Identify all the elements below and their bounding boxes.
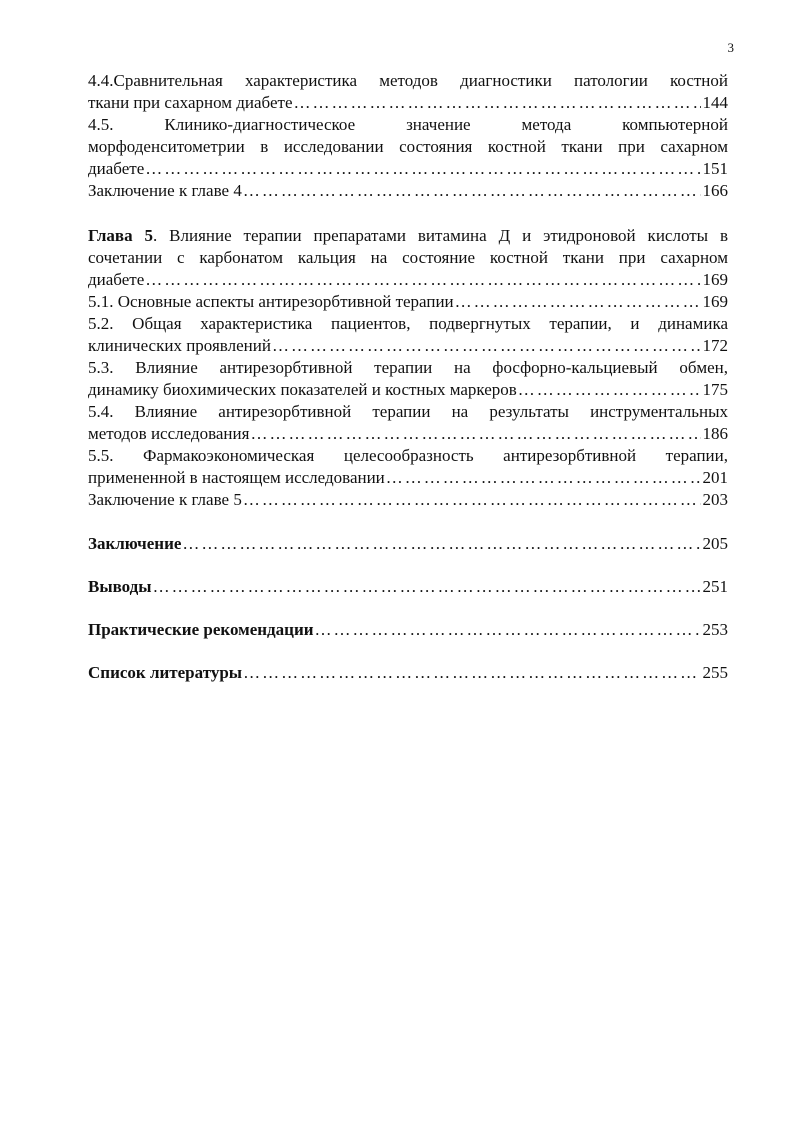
toc-entry-text: методов исследования (88, 424, 250, 443)
toc-entry-text: примененной в настоящем исследовании (88, 468, 385, 487)
toc-entry-recommendations (88, 619, 728, 641)
toc-page-number: 186 (702, 424, 728, 443)
toc-entry-5-5 (88, 445, 728, 489)
toc-entry-line: 4.5. Клинико-диагностическое значение метода компьютерной (88, 115, 728, 134)
toc-section-title: Заключение (88, 534, 182, 553)
toc-page-number: 172 (702, 336, 728, 355)
toc-chapter-5 (88, 225, 728, 291)
toc-entry-line: 5.5. Фармакоэкономическая целесообразность антирезорбтивной терапии, (88, 446, 728, 465)
chapter-title-text: диабете (88, 270, 145, 289)
toc-page-number: 169 (702, 292, 728, 311)
toc-page-number: 144 (702, 93, 728, 112)
toc-entry-text: диабете (88, 159, 145, 178)
dot-leader (243, 489, 701, 511)
toc-page-number: 201 (702, 468, 728, 487)
chapter-label: Глава 5 (88, 226, 154, 245)
dot-leader (455, 291, 701, 313)
toc-entry-text: ткани при сахарном диабете (88, 93, 293, 112)
toc-entry-4-4 (88, 70, 728, 114)
toc-entry-line: 5.2. Общая характеристика пациентов, подвергнутых терапии, и динамика (88, 314, 728, 333)
dot-leader (182, 533, 700, 555)
toc-entry-line: 5.3. Влияние антирезорбтивной терапии на фосфорно-кальциевый обмен, (88, 358, 728, 377)
toc-entry-text: динамику биохимических показателей и костных маркеров (88, 380, 517, 399)
toc-entry-findings (88, 576, 728, 598)
toc-entry-4-5 (88, 114, 728, 180)
table-of-contents (88, 70, 728, 684)
toc-page-number: 169 (702, 270, 728, 289)
dot-leader (145, 158, 700, 180)
toc-section-title: Практические рекомендации (88, 620, 314, 639)
toc-entry-5-1 (88, 291, 728, 313)
dot-leader (250, 423, 700, 445)
toc-entry-line: морфоденситометрии в исследовании состояния костной ткани при сахарном (88, 137, 728, 156)
toc-page-number: 175 (702, 380, 728, 399)
toc-entry-text: Заключение к главе 5 (88, 490, 242, 509)
chapter-title-line: . Влияние терапии препаратами витамина Д и этидроновой кислоты в (153, 226, 728, 245)
toc-entry-5-2 (88, 313, 728, 357)
dot-leader (243, 180, 701, 202)
toc-page-number: 205 (702, 534, 728, 553)
toc-entry-conclusion-ch4 (88, 180, 728, 202)
dot-leader (272, 335, 701, 357)
toc-page-number: 253 (702, 620, 728, 639)
dot-leader (386, 467, 701, 489)
toc-section-title: Выводы (88, 577, 152, 596)
toc-page-number: 166 (702, 181, 728, 200)
dot-leader (145, 269, 700, 291)
toc-entry-5-4 (88, 401, 728, 445)
toc-page-number: 151 (702, 159, 728, 178)
toc-entry-line: 4.4.Сравнительная характеристика методов диагностики патологии костной (88, 71, 728, 90)
dot-leader (518, 379, 701, 401)
toc-page-number: 251 (702, 577, 728, 596)
dot-leader (294, 92, 701, 114)
toc-page-number: 255 (702, 663, 728, 682)
toc-entry-line: 5.4. Влияние антирезорбтивной терапии на результаты инструментальных (88, 402, 728, 421)
page-number: 3 (727, 40, 734, 55)
toc-entry-5-3 (88, 357, 728, 401)
toc-entry-references (88, 662, 728, 684)
dot-leader (243, 662, 700, 684)
chapter-title-line: сочетании с карбонатом кальция на состояние костной ткани при сахарном (88, 248, 728, 267)
toc-entry-text: Заключение к главе 4 (88, 181, 242, 200)
toc-entry-text: клинических проявлений (88, 336, 271, 355)
toc-entry-conclusion-ch5 (88, 489, 728, 511)
toc-section-title: Список литературы (88, 663, 243, 682)
toc-entry-conclusion (88, 533, 728, 555)
toc-page-number: 203 (702, 490, 728, 509)
dot-leader (153, 576, 701, 598)
dot-leader (315, 619, 701, 641)
toc-entry-text: 5.1. Основные аспекты антирезорбтивной терапии (88, 292, 454, 311)
